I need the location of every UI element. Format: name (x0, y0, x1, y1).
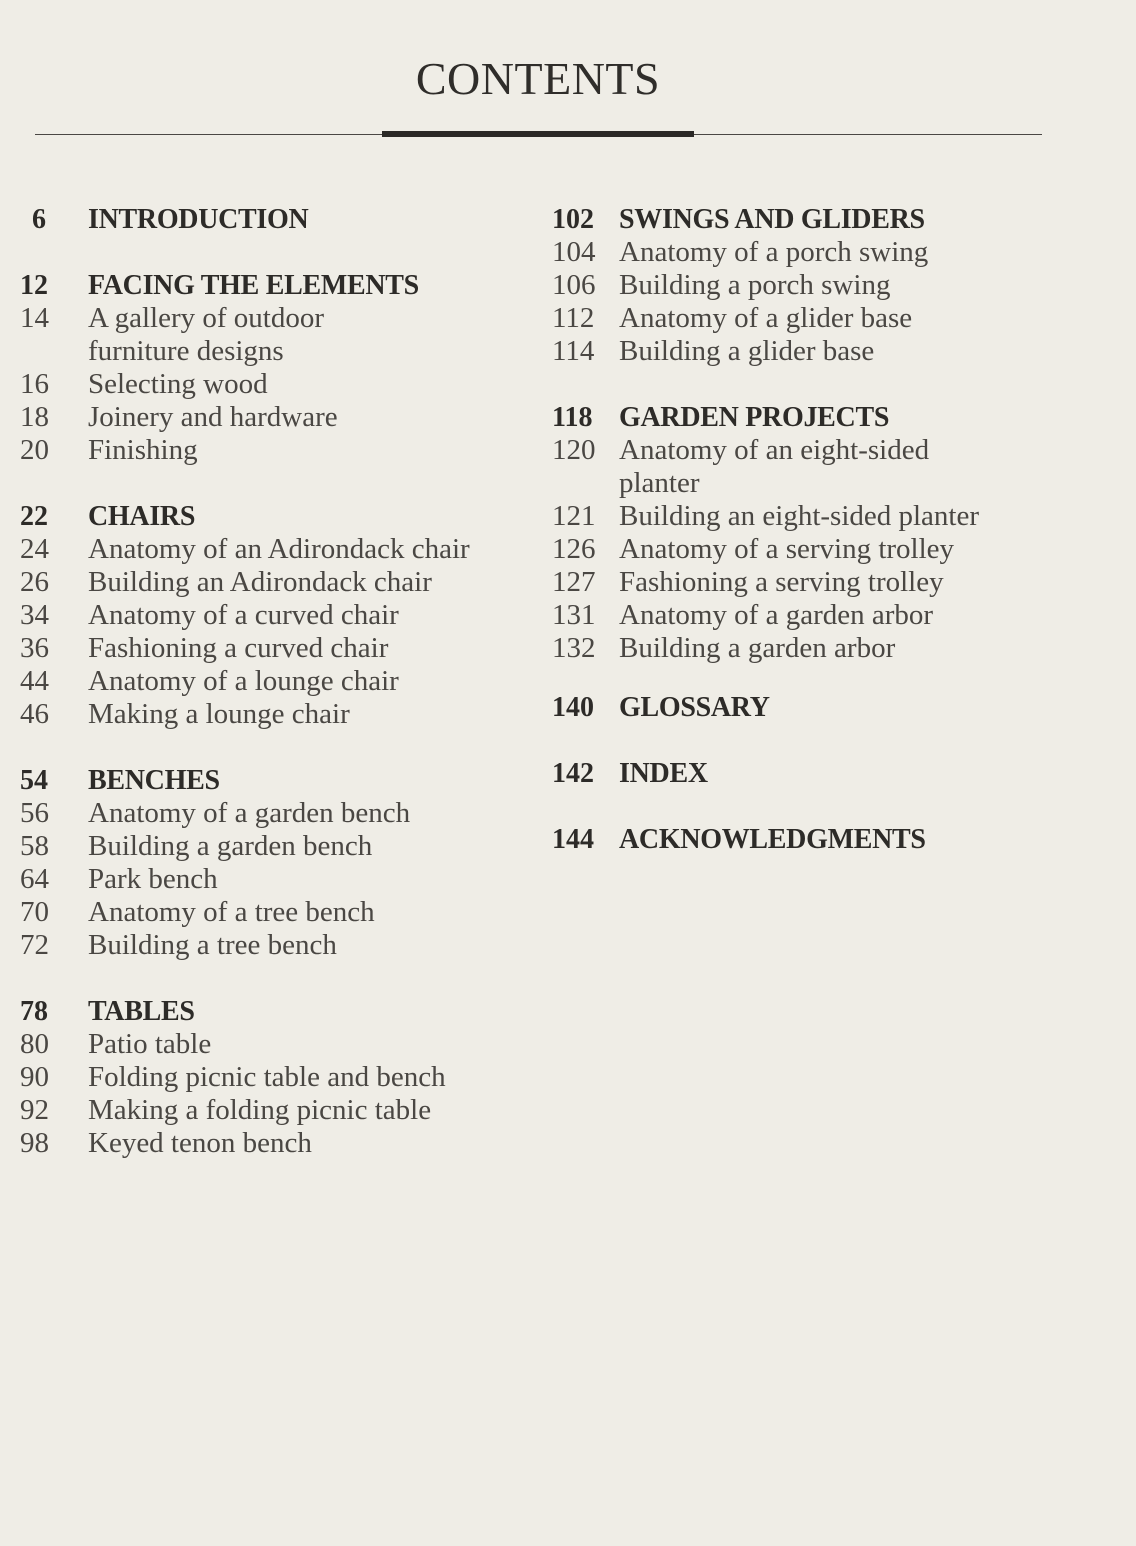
toc-entry-title: Keyed tenon bench (88, 1127, 312, 1159)
toc-entry (20, 1127, 520, 1160)
toc-entry-title: Park bench (88, 863, 218, 895)
toc-entry-page: 36 (20, 632, 49, 664)
toc-entry-page: 80 (20, 1028, 49, 1060)
toc-heading-page: 12 (20, 270, 48, 301)
toc-entry-page: 64 (20, 863, 49, 895)
toc-heading (20, 995, 520, 1028)
toc-entry (20, 368, 520, 401)
toc-entry-page: 44 (20, 665, 49, 697)
toc-entry-title: Folding picnic table and bench (88, 1061, 446, 1093)
toc-section-index (552, 757, 1032, 790)
toc-heading-title: SWINGS AND GLIDERS (619, 204, 925, 235)
toc-entry-title: Fashioning a serving trolley (619, 566, 944, 598)
toc-heading (20, 269, 520, 302)
toc-entry (20, 533, 520, 566)
toc-section-glossary (552, 691, 1032, 724)
toc-entry (552, 236, 1032, 269)
toc-entry (20, 599, 520, 632)
toc-heading-page: 144 (552, 824, 594, 855)
toc-entry (552, 500, 1032, 533)
toc-heading (552, 401, 1032, 434)
toc-entry-page: 121 (552, 500, 596, 532)
toc-heading-page: 142 (552, 758, 594, 789)
toc-entry-page: 18 (20, 401, 49, 433)
toc-heading-page: 118 (552, 402, 593, 433)
toc-entry-page: 131 (552, 599, 596, 631)
toc-entry-title: Building a porch swing (619, 269, 891, 301)
toc-entry (552, 566, 1032, 599)
toc-entry-page: 20 (20, 434, 49, 466)
toc-entry-title: Anatomy of a garden bench (88, 797, 411, 829)
toc-entry-page: 132 (552, 632, 596, 664)
toc-entry-page: 106 (552, 269, 596, 301)
toc-entry-title: Joinery and hardware (88, 401, 338, 433)
toc-heading (552, 823, 1032, 856)
toc-entry-page: 70 (20, 896, 49, 928)
toc-heading (20, 764, 520, 797)
toc-heading (20, 500, 520, 533)
toc-heading (552, 203, 1032, 236)
toc-section-tables (20, 995, 520, 1160)
toc-entry-title: Selecting wood (88, 368, 268, 400)
toc-entry-title: Building a glider base (619, 335, 875, 367)
toc-entry-title: furniture designs (88, 335, 284, 367)
toc-section-benches (20, 764, 520, 962)
toc-heading-title: TABLES (88, 996, 195, 1027)
toc-entry-title: Building a garden bench (88, 830, 373, 862)
toc-heading-title: CHAIRS (88, 501, 196, 532)
toc-heading-page: 6 (32, 204, 46, 235)
toc-heading-page: 102 (552, 204, 594, 235)
toc-entry (20, 863, 520, 896)
toc-entry (20, 566, 520, 599)
toc-entry (552, 302, 1032, 335)
toc-heading (552, 757, 1032, 790)
toc-heading-title: ACKNOWLEDGMENTS (619, 824, 926, 855)
toc-entry (552, 269, 1032, 302)
toc-section-garden-projects (552, 401, 1032, 665)
toc-entry (552, 335, 1032, 368)
toc-entry-title: Anatomy of a glider base (619, 302, 913, 334)
toc-entry (20, 1028, 520, 1061)
page-title: CONTENTS (415, 53, 661, 104)
toc-entry-page: 112 (552, 302, 595, 334)
toc-heading-title: BENCHES (88, 765, 220, 796)
toc-entry (552, 599, 1032, 632)
toc-entry-title: Making a lounge chair (88, 698, 350, 730)
toc-entry (20, 1061, 520, 1094)
toc-entry (20, 797, 520, 830)
toc-entry-title: planter (619, 467, 700, 499)
toc-entry-title: Fashioning a curved chair (88, 632, 389, 664)
toc-entry (20, 434, 520, 467)
toc-section-chairs (20, 500, 520, 731)
toc-entry-title: Anatomy of a garden arbor (619, 599, 934, 631)
toc-entry (20, 830, 520, 863)
title-rule-accent (382, 131, 694, 137)
toc-entry-title: Building a garden arbor (619, 632, 896, 664)
toc-entry-page: 127 (552, 566, 596, 598)
toc-entry (20, 302, 520, 335)
toc-entry (20, 929, 520, 962)
toc-heading-title: INTRODUCTION (88, 204, 309, 235)
toc-entry-title: Anatomy of a tree bench (88, 896, 375, 928)
toc-entry-page: 34 (20, 599, 49, 631)
toc-entry (20, 665, 520, 698)
toc-entry-title: Making a folding picnic table (88, 1094, 432, 1126)
toc-section-introduction (20, 203, 520, 236)
toc-entry-page: 58 (20, 830, 49, 862)
toc-entry-title: Building an Adirondack chair (88, 566, 432, 598)
toc-right-column (552, 203, 1032, 856)
toc-entry (20, 335, 520, 368)
toc-left-column (20, 203, 520, 1160)
toc-entry-page: 72 (20, 929, 49, 961)
toc-section-facing-the-elements (20, 269, 520, 467)
toc-entry-title: Finishing (88, 434, 198, 466)
toc-entry-page: 98 (20, 1127, 49, 1159)
toc-entry (20, 632, 520, 665)
toc-entry-title: Anatomy of a lounge chair (88, 665, 399, 697)
toc-entry (20, 698, 520, 731)
toc-entry-page: 126 (552, 533, 596, 565)
toc-heading-page: 22 (20, 501, 48, 532)
toc-entry-title: Patio table (88, 1028, 212, 1060)
toc-heading-title: GLOSSARY (619, 692, 770, 723)
toc-entry-page: 24 (20, 533, 49, 565)
toc-entry-title: Anatomy of an eight-sided (619, 434, 930, 466)
toc-heading-title: GARDEN PROJECTS (619, 402, 890, 433)
toc-entry (552, 467, 1032, 500)
toc-entry-page: 104 (552, 236, 596, 268)
toc-heading-page: 54 (20, 765, 48, 796)
toc-entry-title: Anatomy of an Adirondack chair (88, 533, 470, 565)
toc-heading-page: 140 (552, 692, 594, 723)
toc-entry-title: Anatomy of a porch swing (619, 236, 929, 268)
toc-entry-page: 16 (20, 368, 49, 400)
toc-section-swings-and-gliders (552, 203, 1032, 368)
toc-heading-page: 78 (20, 996, 48, 1027)
toc-section-acknowledgments (552, 823, 1032, 856)
toc-entry-title: Anatomy of a serving trolley (619, 533, 955, 565)
toc-entry (552, 533, 1032, 566)
toc-entry (20, 1094, 520, 1127)
toc-entry-title: Anatomy of a curved chair (88, 599, 399, 631)
toc-entry-page: 92 (20, 1094, 49, 1126)
toc-entry-page: 120 (552, 434, 596, 466)
toc-entry-page: 114 (552, 335, 595, 367)
toc-entry-title: Building an eight-sided planter (619, 500, 980, 532)
toc-entry-page: 14 (20, 302, 49, 334)
toc-entry-page: 26 (20, 566, 49, 598)
toc-entry-page: 90 (20, 1061, 49, 1093)
toc-entry (552, 632, 1032, 665)
toc-heading (552, 691, 1032, 724)
toc-entry-title: A gallery of outdoor (88, 302, 324, 334)
toc-entry-page: 56 (20, 797, 49, 829)
toc-entry-title: Building a tree bench (88, 929, 337, 961)
toc-entry (20, 401, 520, 434)
toc-heading-title: INDEX (619, 758, 708, 789)
toc-entry (552, 434, 1032, 467)
toc-heading (20, 203, 520, 236)
toc-entry-page: 46 (20, 698, 49, 730)
toc-entry (20, 896, 520, 929)
toc-heading-title: FACING THE ELEMENTS (88, 270, 419, 301)
